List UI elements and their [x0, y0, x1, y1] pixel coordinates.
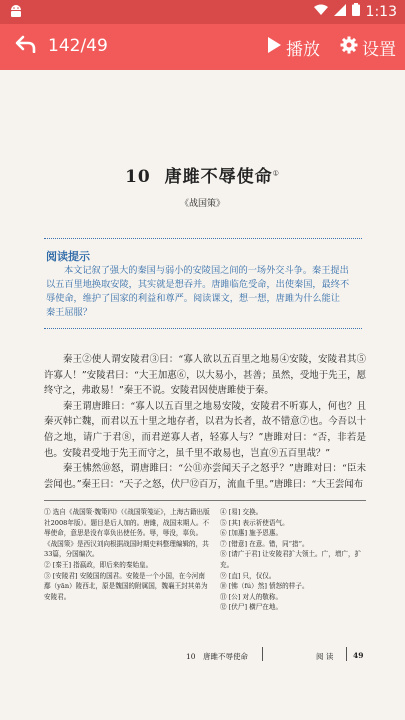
footer-divider [262, 647, 263, 661]
guide-line: 辱使命，维护了国家的利益和尊严。阅读课文，想一想，唐雎为什么能让 [46, 293, 340, 304]
article-body [44, 352, 366, 492]
footnote: ⑧ [请广于君] 让安陵君扩大领土。广，增广，扩充。 [220, 550, 362, 569]
chapter-source: 《战国策》 [179, 199, 225, 209]
settings-button[interactable] [340, 34, 396, 60]
notes-divider [44, 500, 366, 501]
status-icons [314, 3, 397, 20]
clock: 1:13 [365, 3, 397, 20]
footnote: ⑥ [加惠] 施予恩惠。 [220, 529, 283, 538]
chapter-number: 10 [125, 167, 151, 187]
body-paragraph: 秦王怫然⑩怒，谓唐雎曰：“公⑪亦尝闻天子之怒乎？”唐雎对曰：“臣未尝闻也。”秦王曰：“天子之怒，伏尸⑫百万，流血千里。”唐雎曰：“大王尝闻布 [44, 463, 366, 490]
back-arrow-icon [15, 35, 37, 57]
footnote: ⑫ [伏尸] 横尸在地。 [220, 603, 283, 612]
guide-line: 本文记叙了强大的秦国与弱小的安陵国之间的一场外交斗争。秦王提出 [64, 265, 349, 276]
settings-label: 设置 [362, 39, 396, 60]
footer-chapter-label: 10 唐雎不辱使命 [186, 652, 249, 661]
reading-guide-heading: 阅读提示 [46, 250, 90, 263]
guide-top-divider [44, 238, 362, 239]
chapter-title-note: ① [272, 169, 280, 178]
footnotes-left-column [44, 507, 210, 613]
guide-bottom-divider [44, 328, 362, 329]
chapter-title-text: 唐雎不辱使命 [164, 167, 273, 187]
guide-line: 以五百里地换取安陵，其实就是想吞并。唐雎临危受命，出使秦国，最终不 [46, 279, 350, 290]
footer-divider [346, 647, 347, 661]
footnote: ⑤ [其] 表示祈使语气。 [220, 518, 289, 527]
reader-toolbar [0, 24, 405, 70]
book-page[interactable] [0, 70, 405, 720]
footnote: ⑦ [错意] 在意。错，同“措”。 [220, 539, 309, 548]
reading-guide-text [46, 264, 364, 320]
play-icon [266, 36, 282, 59]
footnotes-right-column [220, 507, 366, 613]
guide-line: 秦王屈服？ [46, 307, 92, 318]
body-paragraph: 秦王谓唐雎曰：“寡人以五百里之地易安陵，安陵君不听寡人，何也？且秦灭韩亡魏，而君以五十里之地存者，以君为长者，故不错意⑦也。今吾以十倍之地，请广于君⑧，而君逆寡人者，轻寡人与？”唐雎对曰：“否，非若是也。安陵君受地于先王而守之，虽千里不敢易也，岂直⑨五百里哉？” [44, 400, 366, 459]
play-label: 播放 [286, 39, 320, 60]
page-indicator: 142/49 [48, 36, 108, 56]
play-button[interactable] [266, 34, 320, 60]
signal-icon [334, 4, 346, 20]
footer-page-number: 49 [353, 651, 364, 660]
gear-icon [340, 36, 358, 59]
chapter-title [0, 162, 405, 187]
android-icon [8, 3, 24, 23]
footnote: ③ [安陵君] 安陵国的国君。安陵是一个小国，在今河南鄢（yān）陵西北，原是魏国的附属国，魏襄王封其弟为安陵君。 [44, 571, 208, 601]
footer-section-label: 阅 读 [316, 652, 334, 661]
footnote: ① 选自《战国策·魏策四》（《战国策笺证》，上海古籍出版社2008年版）。题目是后人加的。唐雎，战国末期人。不辱使命，意思是没有辜负出使任务。辱，辱没，辜负。《战国策》是西汉刘向根据战国时期史料整理编辑的，共33篇，分国编次。 [44, 508, 210, 559]
footnote: ② [秦王] 指嬴政，即后来的秦始皇。 [44, 560, 153, 569]
footnotes [44, 507, 366, 613]
back-button[interactable] [12, 32, 40, 60]
footnote: ⑪ [公] 对人的敬称。 [220, 592, 283, 601]
battery-icon [352, 3, 360, 20]
footnote: ⑨ [直] 只，仅仅。 [220, 571, 276, 580]
footnote: ④ [易] 交换。 [220, 508, 263, 516]
body-paragraph: 秦王②使人谓安陵君③曰：“寡人欲以五百里之地易④安陵，安陵君其⑤许寡人！”安陵君曰：“大王加惠⑥，以大易小，甚善；虽然，受地于先王，愿终守之，弗敢易！”秦王不说。安陵君因使唐雎使于秦。 [44, 354, 366, 397]
status-bar [0, 0, 405, 24]
footnote: ⑩ [怫（fú）然] 愤怒的样子。 [220, 582, 309, 591]
wifi-icon [314, 4, 328, 20]
